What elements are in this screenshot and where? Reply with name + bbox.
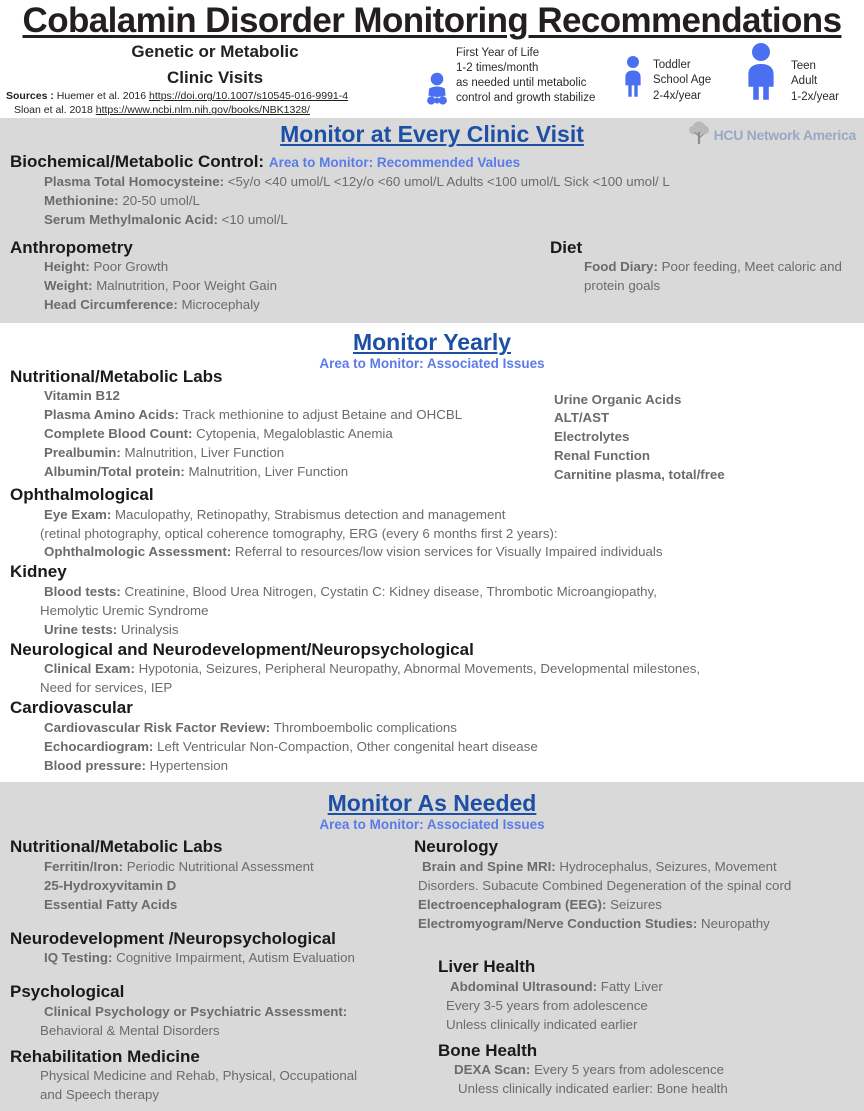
- infant-line-3: as needed until metabolic: [456, 77, 587, 90]
- row-value: Hemolytic Uremic Syndrome: [40, 602, 209, 618]
- row-dexa-scan: [414, 1061, 854, 1080]
- row-rehab-line-1: [10, 1067, 414, 1086]
- row-value: Malnutrition, Liver Function: [124, 444, 285, 460]
- infant-line-2: 1-2 times/month: [456, 61, 539, 74]
- row-alt-ast: [550, 409, 854, 428]
- header-subtitle-line1: Genetic or Metabolic: [131, 41, 299, 61]
- page-header: [0, 0, 864, 40]
- page-title: Cobalamin Disorder Monitoring Recommendations: [22, 1, 842, 40]
- category-biochemical-metabolic-control: [10, 152, 854, 173]
- toddler-line-2: School Age: [653, 74, 712, 87]
- toddler-line-3: 2-4x/year: [653, 89, 701, 102]
- row-eeg: [414, 896, 854, 915]
- row-renal-function: [550, 447, 854, 466]
- row-emg-nerve-conduction: [414, 915, 854, 934]
- adult-line-1: Teen: [791, 60, 816, 73]
- row-label: Methionine:: [44, 192, 119, 208]
- section-3-title: Monitor As Needed: [327, 789, 537, 816]
- row-label: Prealbumin:: [44, 444, 121, 460]
- row-weight: [10, 277, 550, 296]
- category-liver-health: Liver Health: [438, 957, 536, 977]
- row-height: [10, 258, 550, 277]
- row-value: Malnutrition, Liver Function: [188, 463, 349, 479]
- row-clinical-exam: [10, 660, 854, 679]
- toddler-line-1: Toddler: [653, 59, 691, 72]
- row-prealbumin: [10, 444, 550, 463]
- row-head-circumference: [10, 296, 550, 315]
- adult-line-2: Adult: [791, 75, 818, 88]
- infant-icon: [424, 70, 450, 104]
- row-label: Cardiovascular Risk Factor Review:: [44, 719, 271, 735]
- category-kidney: Kidney: [10, 562, 67, 582]
- row-serum-methylmalonic-acid: [10, 211, 854, 230]
- row-label: Blood tests:: [44, 584, 121, 600]
- yearly-labs-right: [550, 367, 854, 485]
- row-label: Food Diary:: [584, 259, 658, 275]
- row-label: Abdominal Ultrasound:: [450, 979, 597, 995]
- header-subtitle-line2: Clinic Visits: [166, 68, 264, 88]
- category-label: Biochemical/Metabolic Control:: [10, 152, 265, 172]
- row-abdominal-ultrasound: [414, 978, 854, 997]
- row-label: Ophthalmologic Assessment:: [44, 544, 232, 560]
- row-label: Renal Function: [554, 448, 651, 464]
- section-monitor-as-needed: [0, 782, 864, 1111]
- row-ophthalmologic-assessment: [10, 543, 854, 562]
- row-value: Disorders. Subacute Combined Degeneration of the spinal cord: [418, 877, 792, 893]
- row-value: <5y/o <40 umol/L <12y/o <60 umol/L Adults <100 umol/L Sick <100 umol/ L: [227, 173, 670, 189]
- hcu-logo-text: HCU Network America: [713, 127, 856, 144]
- row-brain-spine-mri-cont: [414, 877, 854, 896]
- row-value: Seizures: [610, 896, 662, 912]
- sources-block: [0, 89, 430, 117]
- category-psychological: Psychological: [10, 982, 125, 1002]
- row-label: 25-Hydroxyvitamin D: [44, 877, 177, 893]
- row-clinical-psychology-cont: [10, 1022, 414, 1041]
- row-label: Urine tests:: [44, 621, 118, 637]
- adult-frequency-text: [791, 59, 839, 105]
- row-cardio-risk-factor-review: [10, 719, 854, 738]
- row-label: Eye Exam:: [44, 506, 112, 522]
- section-monitor-every-visit: [0, 118, 864, 323]
- section-2-legend: Area to Monitor: Associated Issues: [319, 356, 545, 372]
- toddler-frequency-text: [653, 58, 711, 104]
- row-value: Referral to resources/low vision services for Visually Impaired individuals: [234, 544, 663, 560]
- row-value: Hydrocephalus, Seizures, Movement: [559, 858, 777, 874]
- row-value: 20-50 umol/L: [122, 192, 200, 208]
- section-1-title: Monitor at Every Clinic Visit: [280, 120, 584, 147]
- category-diet: Diet: [550, 237, 583, 257]
- toddler-frequency-group: [620, 54, 711, 103]
- infant-frequency-group: [424, 46, 595, 105]
- row-clinical-psychology: [10, 1003, 414, 1022]
- row-value: Fatty Liver: [600, 979, 663, 995]
- category-neurodevelopment-neuropsychological: Neurodevelopment /Neuropsychological: [10, 928, 336, 948]
- row-label: Albumin/Total protein:: [44, 463, 185, 479]
- row-brain-spine-mri: [414, 858, 854, 877]
- row-eye-exam: [10, 506, 854, 525]
- hcu-logo: [686, 120, 856, 151]
- row-value: Microcephaly: [181, 297, 260, 313]
- row-blood-tests: [10, 583, 854, 602]
- header-info-zone: [0, 40, 864, 118]
- infant-line-1: First Year of Life: [456, 46, 540, 59]
- tree-icon: [686, 120, 712, 151]
- source-2-link[interactable]: https://www.ncbi.nlm.nih.gov/books/NBK1328/: [95, 104, 310, 117]
- row-value: Malnutrition, Poor Weight Gain: [96, 278, 278, 294]
- sources-label: Sources :: [6, 90, 54, 103]
- row-label: Plasma Total Homocysteine:: [44, 173, 225, 189]
- diet-column: [550, 238, 854, 315]
- toddler-icon: [620, 54, 646, 103]
- row-label: Blood pressure:: [44, 757, 146, 773]
- row-label: Echocardiogram:: [44, 738, 154, 754]
- header-left-block: [0, 40, 430, 118]
- row-value: Physical Medicine and Rehab, Physical, Occupational: [40, 1068, 358, 1084]
- row-value: Every 5 years from adolescence: [534, 1062, 724, 1078]
- row-liver-frequency: [414, 997, 854, 1016]
- row-25-hydroxyvitamin-d: [10, 877, 414, 896]
- as-needed-left-column: [10, 837, 414, 1105]
- visit-frequency-icons: [420, 40, 864, 118]
- as-needed-right-column: [414, 837, 854, 1105]
- row-bone-caveat: [414, 1080, 854, 1099]
- row-label: Electromyogram/Nerve Conduction Studies:: [418, 915, 698, 931]
- adult-line-3: 1-2x/year: [791, 90, 839, 103]
- row-rehab-line-2: [10, 1086, 414, 1105]
- row-value: Cytopenia, Megaloblastic Anemia: [196, 426, 393, 442]
- row-label: Ferritin/Iron:: [44, 858, 124, 874]
- row-value: Cognitive Impairment, Autism Evaluation: [116, 950, 355, 966]
- source-row-1: [6, 89, 430, 103]
- row-albumin-total-protein: [10, 463, 550, 482]
- category-anthropometry: Anthropometry: [10, 237, 133, 257]
- row-value: (retinal photography, optical coherence tomography, ERG (every 6 months first 2 years):: [40, 525, 558, 541]
- source-1-link[interactable]: https://doi.org/10.1007/s10545-016-9991-4: [149, 90, 349, 103]
- row-liver-caveat: [414, 1016, 854, 1035]
- category-bone-health: Bone Health: [438, 1040, 538, 1060]
- row-value: and Speech therapy: [40, 1087, 160, 1103]
- row-label: Clinical Psychology or Psychiatric Assessment:: [44, 1003, 348, 1019]
- row-label: Height:: [44, 259, 90, 275]
- row-methionine: [10, 192, 854, 211]
- row-eye-exam-cont: [10, 525, 854, 544]
- row-value: Thromboembolic complications: [273, 719, 457, 735]
- row-vitamin-b12: [10, 387, 550, 406]
- row-value: Hypotonia, Seizures, Peripheral Neuropathy, Abnormal Movements, Developmental milestones,: [138, 661, 701, 677]
- row-value: <10 umol/L: [221, 211, 288, 227]
- category-cardiovascular: Cardiovascular: [10, 698, 133, 718]
- category-neurology: Neurology: [414, 837, 499, 857]
- row-carnitine-plasma: [550, 466, 854, 485]
- row-urine-tests: [10, 621, 854, 640]
- row-value: Hypertension: [149, 757, 229, 773]
- legend-recommended-values: Area to Monitor: Recommended Values: [268, 155, 521, 171]
- category-ophthalmological: Ophthalmological: [10, 484, 154, 504]
- row-value: Creatinine, Blood Urea Nitrogen, Cystatin C: Kidney disease, Thrombotic Microangiopathy,: [124, 584, 657, 600]
- row-label: Serum Methylmalonic Acid:: [44, 211, 218, 227]
- row-food-diary: [550, 258, 854, 296]
- infant-frequency-text: [456, 46, 595, 107]
- row-label: Urine Organic Acids: [554, 391, 682, 407]
- row-echocardiogram: [10, 738, 854, 757]
- section-monitor-yearly: [0, 323, 864, 782]
- row-value: Periodic Nutritional Assessment: [126, 858, 314, 874]
- source-2-text: Sloan et al. 2018: [14, 104, 93, 117]
- row-label: IQ Testing:: [44, 950, 113, 966]
- row-label: DEXA Scan:: [454, 1062, 531, 1078]
- row-value: Neuropathy: [701, 915, 770, 931]
- row-complete-blood-count: [10, 425, 550, 444]
- row-value: Unless clinically indicated earlier: Bone health: [458, 1081, 728, 1097]
- row-ferritin-iron: [10, 858, 414, 877]
- row-label: Essential Fatty Acids: [44, 896, 178, 912]
- row-label: Vitamin B12: [44, 388, 120, 404]
- row-urine-organic-acids: [550, 391, 854, 410]
- adult-frequency-group: [740, 42, 839, 105]
- section-2-title: Monitor Yearly: [352, 328, 512, 355]
- section-3-legend: Area to Monitor: Associated Issues: [319, 816, 545, 832]
- row-value: Poor Growth: [93, 259, 169, 275]
- adult-icon: [740, 42, 782, 105]
- row-plasma-amino-acids: [10, 406, 550, 425]
- row-label: Complete Blood Count:: [44, 426, 193, 442]
- source-row-2: [6, 103, 430, 117]
- row-value: Track methionine to adjust Betaine and OHCBL: [182, 407, 463, 423]
- row-label: Carnitine plasma, total/free: [554, 467, 725, 483]
- row-value: Unless clinically indicated earlier: [446, 1016, 638, 1032]
- category-neurological-neurodevelopment: Neurological and Neurodevelopment/Neuropsychological: [10, 639, 474, 659]
- category-rehabilitation-medicine: Rehabilitation Medicine: [10, 1046, 200, 1066]
- row-plasma-total-homocysteine: [10, 173, 854, 192]
- row-blood-pressure: [10, 757, 854, 776]
- row-value: Behavioral & Mental Disorders: [40, 1022, 220, 1038]
- row-value: Poor feeding, Meet caloric and protein goals: [584, 259, 842, 294]
- infant-line-4: control and growth stabilize: [456, 92, 596, 105]
- category-nutritional-metabolic-labs-as-needed: Nutritional/Metabolic Labs: [10, 837, 223, 857]
- row-value: Maculopathy, Retinopathy, Strabismus detection and management: [114, 506, 506, 522]
- row-label: ALT/AST: [554, 410, 610, 426]
- row-value: Need for services, IEP: [40, 680, 173, 696]
- row-clinical-exam-cont: [10, 679, 854, 698]
- row-label: Electrolytes: [554, 429, 630, 445]
- anthropometry-column: [10, 238, 550, 315]
- row-essential-fatty-acids: [10, 896, 414, 915]
- row-value: Every 3-5 years from adolescence: [446, 997, 648, 1013]
- row-label: Weight:: [44, 278, 93, 294]
- row-electrolytes: [550, 428, 854, 447]
- row-label: Electroencephalogram (EEG):: [418, 896, 607, 912]
- row-label: Plasma Amino Acids:: [44, 407, 179, 423]
- row-blood-tests-cont: [10, 602, 854, 621]
- row-label: Brain and Spine MRI:: [422, 858, 556, 874]
- category-nutritional-metabolic-labs: Nutritional/Metabolic Labs: [10, 366, 223, 386]
- row-iq-testing: [10, 949, 414, 968]
- row-label: Clinical Exam:: [44, 661, 135, 677]
- row-value: Left Ventricular Non-Compaction, Other congenital heart disease: [157, 738, 538, 754]
- row-label: Head Circumference:: [44, 297, 178, 313]
- yearly-labs-left: [10, 367, 550, 485]
- row-value: Urinalysis: [120, 621, 179, 637]
- source-1-text: Huemer et al. 2016: [56, 90, 147, 103]
